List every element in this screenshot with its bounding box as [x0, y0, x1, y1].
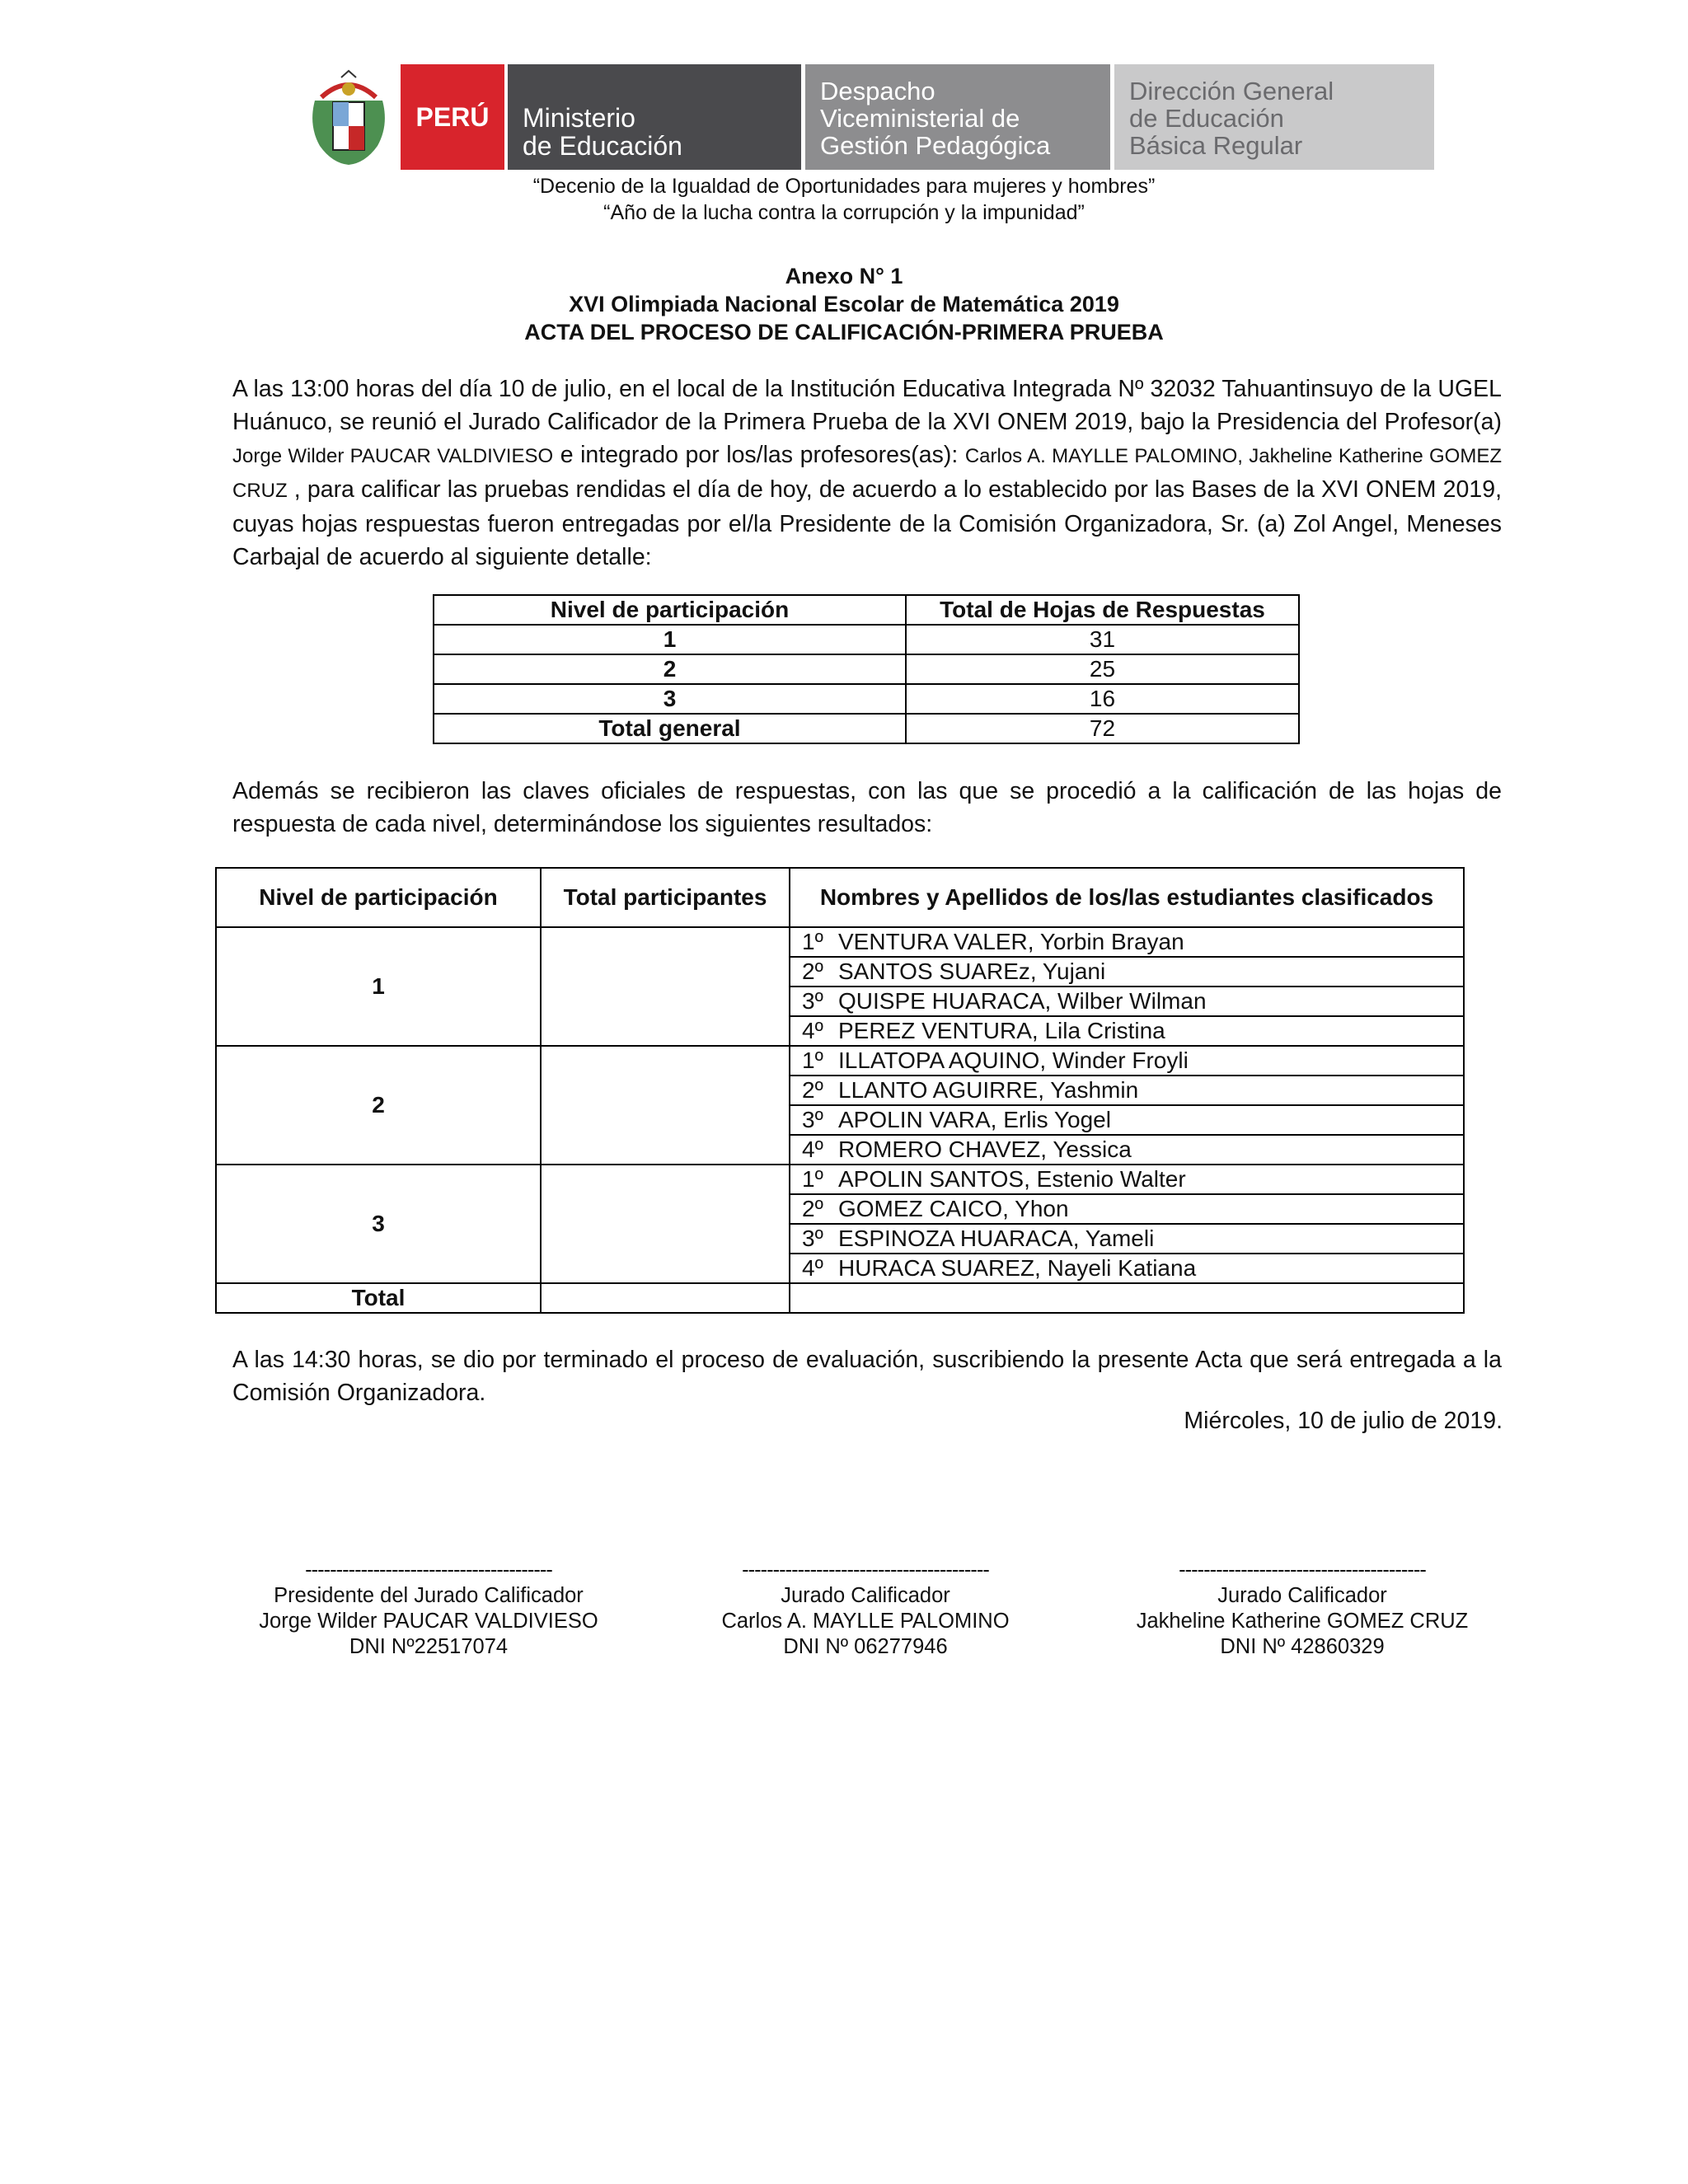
- nivel-cell: 2: [434, 654, 906, 684]
- rank-label: 1º: [802, 929, 823, 954]
- signature-name: Carlos A. MAYLLE PALOMINO: [721, 1610, 1010, 1633]
- answer-sheets-table: [433, 594, 1300, 744]
- student-name: GOMEZ CAICO, Yhon: [838, 1196, 1069, 1221]
- rank-label: 1º: [802, 1166, 823, 1192]
- rank-label: 4º: [802, 1018, 823, 1043]
- student-name: ESPINOZA HUARACA, Yameli: [838, 1226, 1155, 1251]
- intro-part-1: A las 13:00 horas del día 10 de julio, en el local de la Institución Educativa Integrada Nº 32032 Tahuantinsuyo de la UGEL Huánuco, se reunió el Jurado Calificador de la Primera Prueba de la XVI ONEM 2019, bajo la Presidencia del Profesor(a): [232, 376, 1502, 435]
- direccion-box: [1114, 64, 1434, 170]
- student-name: HURACA SUAREZ, Nayeli Katiana: [838, 1255, 1197, 1281]
- table-total-row: [216, 1283, 1464, 1313]
- rank-label: 2º: [802, 1196, 823, 1221]
- total-names-value: [790, 1283, 1464, 1313]
- student-name: APOLIN SANTOS, Estenio Walter: [838, 1166, 1186, 1192]
- signature-name: Jorge Wilder PAUCAR VALDIVIESO: [259, 1610, 598, 1633]
- rank-label: 4º: [802, 1255, 823, 1281]
- signature-president: [198, 1558, 659, 1660]
- student-name: ILLATOPA AQUINO, Winder Froyli: [838, 1047, 1189, 1073]
- table-row: [434, 654, 1299, 684]
- student-name: LLANTO AGUIRRE, Yashmin: [838, 1077, 1139, 1103]
- rank-label: 3º: [802, 1107, 823, 1132]
- closing-date: Miércoles, 10 de julio de 2019.: [1184, 1408, 1503, 1434]
- signature-dni: DNI Nº 42860329: [1220, 1635, 1385, 1658]
- signature-dni: DNI Nº 06277946: [783, 1635, 948, 1658]
- table-row: [216, 1046, 1464, 1076]
- signature-role: Presidente del Jurado Calificador: [274, 1584, 584, 1607]
- intro-part-2: e integrado por los/las profesores(as):: [553, 442, 965, 468]
- direccion-line-2: de Educación: [1129, 104, 1284, 133]
- peru-box: [401, 64, 504, 170]
- results-paragraph: Además se recibieron las claves oficiales de respuestas, con las que se procedió a la calificación de las hojas de respuesta de cada nivel, determinándose los siguientes resultados:: [232, 778, 1502, 837]
- nivel-cell: 1: [216, 927, 541, 1046]
- student-cell: [790, 957, 1464, 987]
- total-cell: 16: [906, 684, 1299, 714]
- student-cell: [790, 1076, 1464, 1105]
- acta-title: ACTA DEL PROCESO DE CALIFICACIÓN-PRIMERA PRUEBA: [524, 320, 1164, 344]
- rank-label: 3º: [802, 988, 823, 1014]
- header-nivel: Nivel de participación: [434, 595, 906, 625]
- members-names: Carlos A. MAYLLE PALOMINO, Jakheline Katherine GOMEZ CRUZ: [232, 445, 1502, 502]
- student-cell: [790, 1194, 1464, 1224]
- nivel-cell: 3: [216, 1165, 541, 1283]
- student-name: VENTURA VALER, Yorbin Brayan: [838, 929, 1184, 954]
- table-row: [216, 927, 1464, 957]
- total-general-label: Total general: [434, 714, 906, 743]
- rank-label: 2º: [802, 958, 823, 984]
- student-cell: [790, 1105, 1464, 1135]
- student-cell: [790, 1135, 1464, 1165]
- ministerio-line-2: de Educación: [523, 131, 682, 161]
- table-total-row: [434, 714, 1299, 743]
- peru-label: PERÚ: [415, 101, 490, 132]
- table-row: [434, 625, 1299, 654]
- rank-label: 4º: [802, 1137, 823, 1162]
- participants-cell: [541, 1046, 790, 1165]
- signature-juror-1: [635, 1558, 1096, 1660]
- coat-of-arms-icon: [303, 68, 394, 166]
- signature-line: ----------------------------------------: [742, 1558, 989, 1582]
- table-row: [434, 684, 1299, 714]
- student-cell: [790, 927, 1464, 957]
- direccion-line-3: Básica Regular: [1129, 131, 1303, 160]
- despacho-box: [805, 64, 1110, 170]
- rank-label: 3º: [802, 1226, 823, 1251]
- header-total-hojas: Total de Hojas de Respuestas: [906, 595, 1299, 625]
- student-cell: [790, 1224, 1464, 1254]
- total-label: Total: [216, 1283, 541, 1313]
- student-cell: [790, 987, 1464, 1016]
- header-banner: [303, 64, 1434, 170]
- rank-label: 1º: [802, 1047, 823, 1073]
- table-row: [216, 1165, 1464, 1194]
- total-cell: 25: [906, 654, 1299, 684]
- intro-paragraph: [232, 373, 1502, 574]
- intro-part-3: , para calificar las pruebas rendidas el día de hoy, de acuerdo a lo establecido por las Bases de la XVI ONEM 2019, cuyas hojas respuestas fueron entregadas por el/la Presidente de la Comisión Organizadora, Sr. (a) Zol Angel, Meneses Carbajal de acuerdo al siguiente detalle:: [232, 476, 1502, 570]
- motto-anio: “Año de la lucha contra la corrupción y la impunidad”: [603, 201, 1085, 224]
- motto-decenio: “Decenio de la Igualdad de Oportunidades para mujeres y hombres”: [532, 175, 1156, 198]
- student-name: QUISPE HUARACA, Wilber Wilman: [838, 988, 1207, 1014]
- signature-juror-2: [1071, 1558, 1533, 1660]
- nivel-cell: 2: [216, 1046, 541, 1165]
- table-header-row: [434, 595, 1299, 625]
- signature-name: Jakheline Katherine GOMEZ CRUZ: [1136, 1610, 1469, 1633]
- despacho-line-1: Despacho: [820, 77, 935, 105]
- despacho-line-2: Viceministerial de: [820, 104, 1020, 133]
- table-header-row: [216, 868, 1464, 927]
- nivel-cell: 1: [434, 625, 906, 654]
- header-nivel: Nivel de participación: [216, 868, 541, 927]
- student-cell: [790, 1016, 1464, 1046]
- student-name: APOLIN VARA, Erlis Yogel: [838, 1107, 1111, 1132]
- total-general-value: 72: [906, 714, 1299, 743]
- annex-title: Anexo N° 1: [785, 264, 903, 288]
- direccion-line-1: Dirección General: [1129, 77, 1334, 105]
- despacho-line-3: Gestión Pedagógica: [820, 131, 1051, 160]
- student-name: PEREZ VENTURA, Lila Cristina: [838, 1018, 1165, 1043]
- signature-role: Jurado Calificador: [1217, 1584, 1387, 1607]
- signature-line: ----------------------------------------: [305, 1558, 552, 1582]
- signature-line: ----------------------------------------: [1179, 1558, 1426, 1582]
- signature-dni: DNI Nº22517074: [349, 1635, 509, 1658]
- results-table: [215, 867, 1465, 1314]
- student-name: SANTOS SUAREz, Yujani: [838, 958, 1106, 984]
- ministerio-box: [508, 64, 801, 170]
- participants-cell: [541, 1165, 790, 1283]
- student-cell: [790, 1165, 1464, 1194]
- president-name: Jorge Wilder PAUCAR VALDIVIESO: [232, 445, 554, 467]
- rank-label: 2º: [802, 1077, 823, 1103]
- student-name: ROMERO CHAVEZ, Yessica: [838, 1137, 1132, 1162]
- ministerio-line-1: Ministerio: [523, 103, 635, 133]
- signature-role: Jurado Calificador: [781, 1584, 950, 1607]
- header-total-participantes: Total participantes: [541, 868, 790, 927]
- total-cell: 31: [906, 625, 1299, 654]
- student-cell: [790, 1046, 1464, 1076]
- student-cell: [790, 1254, 1464, 1283]
- header-nombres: Nombres y Apellidos de los/las estudiantes clasificados: [790, 868, 1464, 927]
- nivel-cell: 3: [434, 684, 906, 714]
- participants-cell: [541, 927, 790, 1046]
- total-participants-value: [541, 1283, 790, 1313]
- olympiad-title: XVI Olimpiada Nacional Escolar de Matemática 2019: [569, 292, 1119, 316]
- closing-paragraph: A las 14:30 horas, se dio por terminado el proceso de evaluación, suscribiendo la presente Acta que será entregada a la Comisión Organizadora.: [232, 1347, 1502, 1406]
